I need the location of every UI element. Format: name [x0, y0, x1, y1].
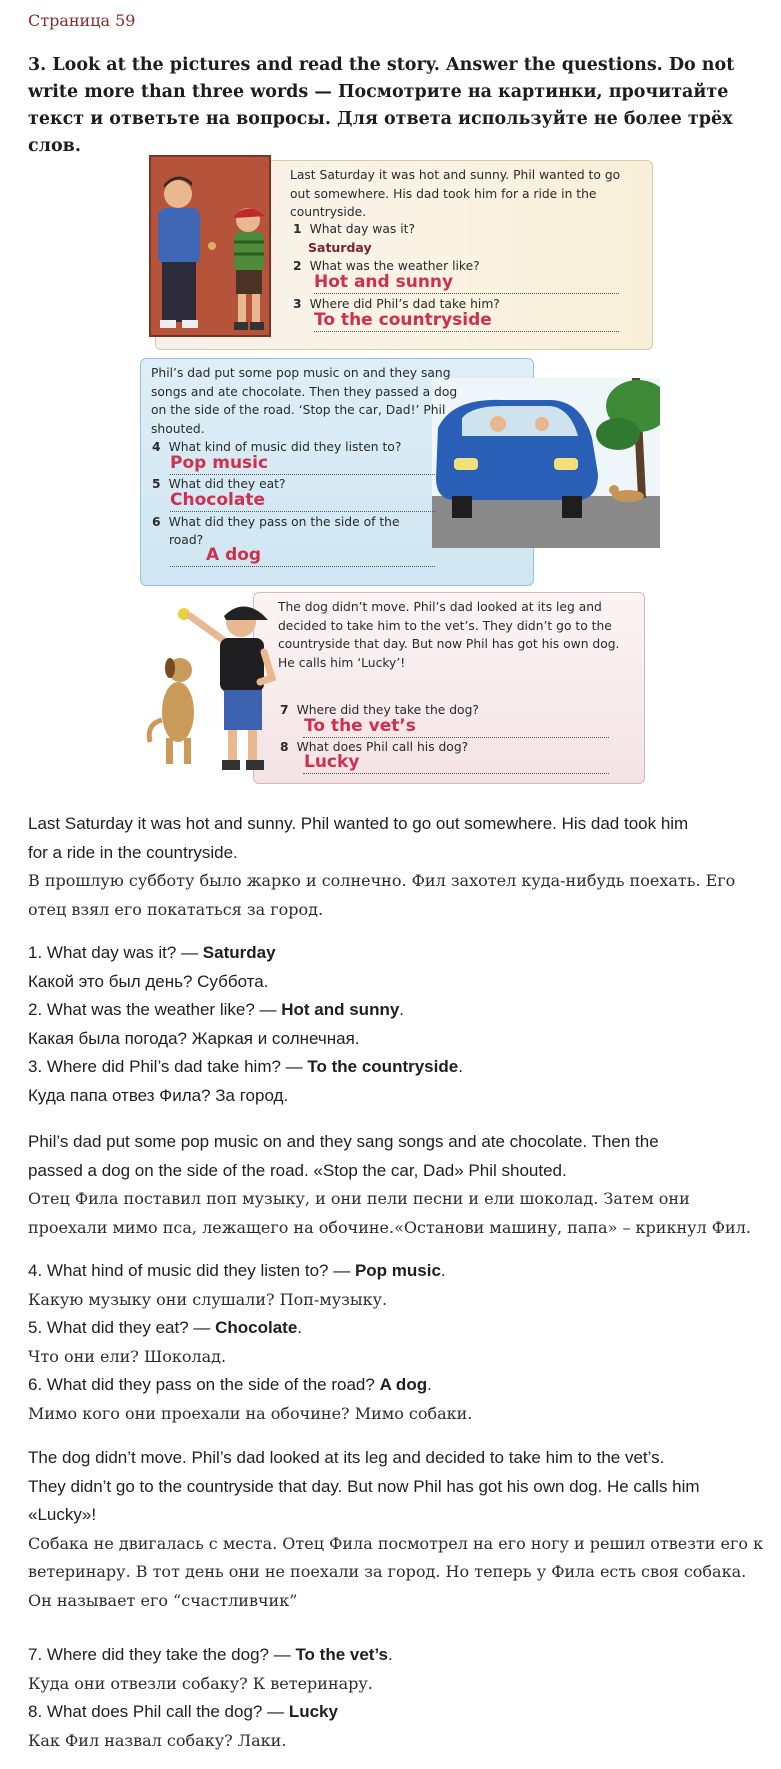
illustration-boy-and-dad-at-door: [130, 150, 305, 350]
paragraph-1-ru-line-2: отец взял его покататься за город.: [28, 899, 324, 919]
answer-3: To the countryside: [314, 310, 492, 330]
answer-line-q7-ru: Куда они отвезли собаку? К ветеринару.: [28, 1673, 373, 1693]
panel-1-story: Last Saturday it was hot and sunny. Phil wanted to go out somewhere. His dad took him for a ride in the countryside.: [290, 168, 621, 219]
task-heading: 3. Look at the pictures and read the story. Answer the questions. Do not write more than three words — Посмотрите на картинки, прочитайте текст и ответьте на вопросы. Для ответа используйте не более трёх слов.: [28, 55, 735, 156]
answer-line-3: [314, 331, 619, 332]
answer-line-8: [303, 773, 609, 774]
answer-line-7: [303, 737, 609, 738]
answer-7: To the vet’s: [304, 716, 416, 736]
paragraph-2: [28, 1128, 763, 1242]
answer-6: A dog: [206, 545, 262, 565]
question-1: 1 What day was it?: [293, 222, 415, 236]
paragraph-2-en-line-2: passed a dog on the side of the road. «Stop the car, Dad» Phil shouted.: [28, 1160, 567, 1180]
answer-line-q1-ru: Какой это был день? Суббота.: [28, 971, 269, 991]
question-5: 5 What did they eat?: [152, 477, 286, 491]
paragraph-1-ru-line-1: В прошлую субботу было жарко и солнечно. Фил захотел куда-нибудь поехать. Его: [28, 871, 736, 890]
page-label: Страница 59: [28, 11, 136, 30]
answer-line-q5-ru: Что они ели? Шоколад.: [28, 1346, 227, 1366]
question-3: 3 Where did Phil’s dad take him?: [293, 297, 500, 311]
answers-block-3: [28, 1641, 763, 1755]
answer-4: Pop music: [170, 453, 269, 473]
answer-line-q7: 7. Where did they take the dog? — To the vet’s.: [28, 1645, 393, 1664]
answer-line-q8: 8. What does Phil call the dog? — Lucky: [28, 1702, 338, 1721]
question-6: 6 What did they pass on the side of the: [152, 515, 400, 529]
paragraph-3-ru-line-1: Собака не двигалась с места. Отец Фила посмотрел на его ногу и решил отвезти его к: [28, 1533, 764, 1553]
answer-8: Lucky: [304, 752, 360, 772]
answer-5: Chocolate: [170, 490, 265, 510]
answer-line-6: [170, 566, 435, 567]
paragraph-3-en-line-2: They didn’t go to the countryside that day. But now Phil has got his own dog. He calls him: [28, 1476, 700, 1496]
paragraph-1: [28, 810, 763, 924]
paragraph-3-en-line-1: The dog didn’t move. Phil’s dad looked at its leg and decided to take him to the vet’s.: [28, 1448, 665, 1467]
answer-line-q2-ru: Какая была погода? Жаркая и солнечная.: [28, 1028, 360, 1048]
paragraph-2-en-line-1: Phil’s dad put some pop music on and they sang songs and ate chocolate. Then the: [28, 1132, 659, 1151]
answer-line-q3-ru: Куда папа отвез Фила? За город.: [28, 1085, 289, 1105]
question-6-cont: road?: [169, 533, 204, 547]
answer-line-4: [170, 474, 435, 475]
answer-line-q6-ru: Мимо кого они проехали на обочине? Мимо собаки.: [28, 1403, 473, 1423]
answer-line-2: [314, 293, 619, 294]
answer-line-q4-ru: Какую музыку они слушали? Поп-музыку.: [28, 1289, 388, 1309]
question-8: 8 What does Phil call his dog?: [280, 740, 469, 754]
paragraph-3-ru-line-2: ветеринару. В тот день они не поехали за город. Но теперь у Фила есть своя собака.: [28, 1562, 747, 1581]
answers-block-2: [28, 1257, 763, 1428]
answer-line-q2: 2. What was the weather like? — Hot and sunny.: [28, 1000, 405, 1019]
paragraph-2-ru-line-2: проехали мимо пса, лежащего на обочине.«Останови машину, папа» – крикнул Фил.: [28, 1217, 751, 1237]
answer-line-q3: 3. Where did Phil’s dad take him? — To the countryside.: [28, 1057, 463, 1076]
answer-line-q6: 6. What did they pass on the side of the road? A dog.: [28, 1375, 432, 1394]
paragraph-1-en-line-2: for a ride in the countryside.: [28, 842, 238, 862]
illustration-boy-with-dog: [136, 592, 301, 792]
paragraph-3-ru-line-3: Он называет его “счастливчик”: [28, 1590, 298, 1610]
answer-line-q1: 1. What day was it? — Saturday: [28, 943, 276, 962]
paragraph-2-ru-line-1: Отец Фила поставил поп музыку, и они пели песни и ели шоколад. Затем они: [28, 1189, 690, 1208]
answer-line-5: [170, 511, 435, 512]
panel-2-story: Phil’s dad put some pop music on and they sang songs and ate chocolate. Then they passed a dog on the side of the road. ‘Stop the car, Dad!’ Phil shouted.: [151, 366, 458, 436]
paragraph-3-en-line-3: «Lucky»!: [28, 1505, 97, 1524]
answer-1: Saturday: [308, 240, 372, 255]
answers-block-1: [28, 939, 763, 1110]
panel-3-story: The dog didn’t move. Phil’s dad looked at its leg and decided to take him to the vet’s. They didn’t go to the countryside that day. But now Phil has got his own dog. He calls him ‘Lucky’!: [278, 600, 620, 670]
paragraph-1-en-line-1: Last Saturday it was hot and sunny. Phil wanted to go out somewhere. His dad took him: [28, 814, 689, 833]
question-4: 4 What kind of music did they listen to?: [152, 440, 402, 454]
question-7: 7 Where did they take the dog?: [280, 703, 479, 717]
answer-line-q4: 4. What hind of music did they listen to? — Pop music.: [28, 1261, 446, 1280]
paragraph-3: [28, 1444, 763, 1615]
answer-line-q8-ru: Как Фил назвал собаку? Лаки.: [28, 1730, 287, 1750]
answer-2: Hot and sunny: [314, 272, 454, 292]
question-2: 2 What was the weather like?: [293, 259, 480, 273]
answer-line-q5: 5. What did they eat? — Chocolate.: [28, 1318, 303, 1337]
